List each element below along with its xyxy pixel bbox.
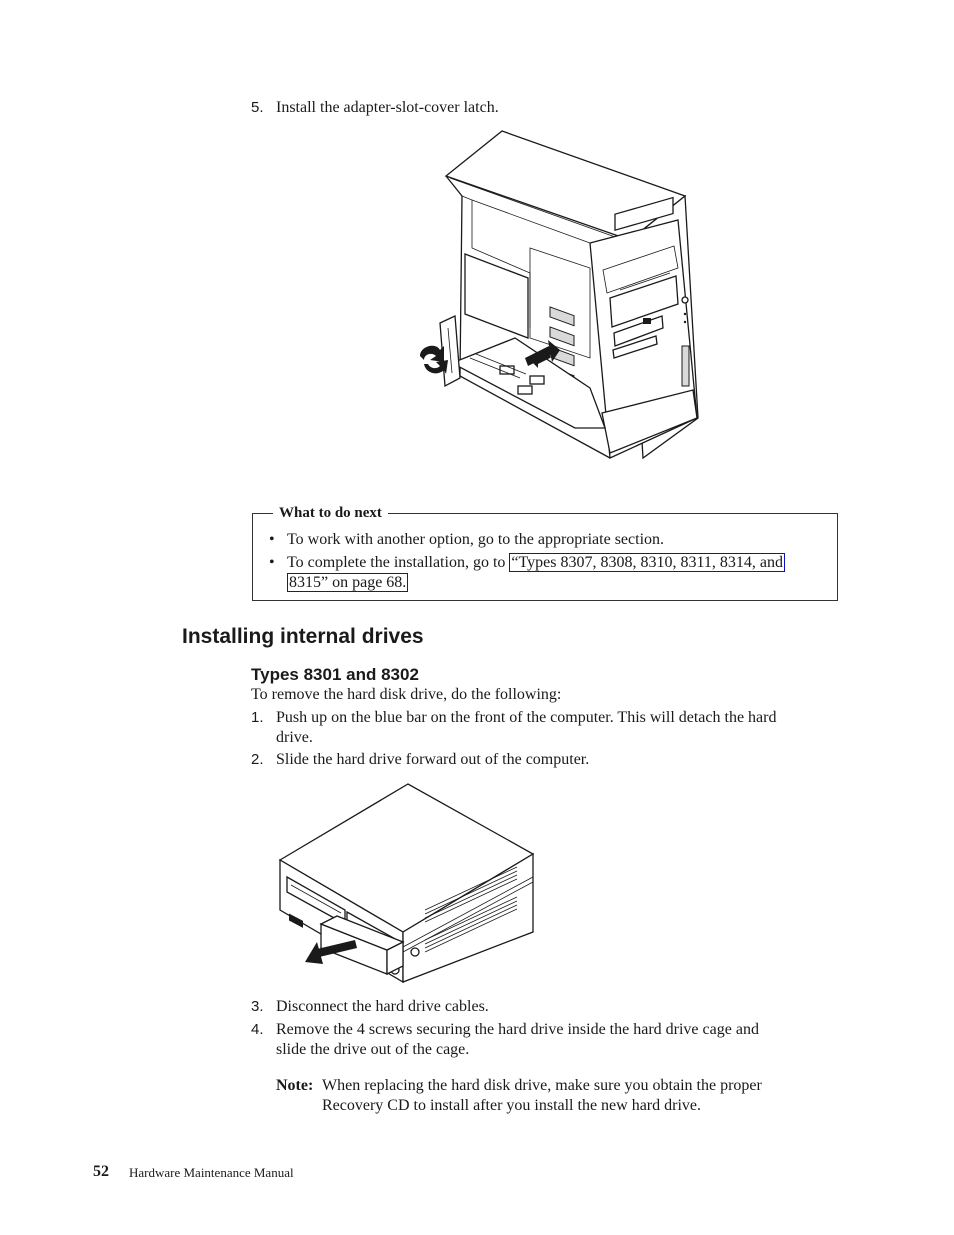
- step-number: 2.: [251, 751, 264, 768]
- subsection-title: Types 8301 and 8302: [251, 665, 419, 684]
- tower-latch-illustration: [410, 128, 710, 468]
- step-number: 4.: [251, 1021, 264, 1038]
- step-text-line: Push up on the blue bar on the front of the computer. This will detach the hard: [276, 709, 777, 726]
- step-number: 3.: [251, 998, 264, 1015]
- desktop-drive-removal-illustration: [275, 782, 540, 992]
- bullet-text: To work with another option, go to the appropriate section.: [287, 531, 665, 548]
- step-text: Slide the hard drive forward out of the computer.: [276, 751, 590, 768]
- note-text-line: When replacing the hard disk drive, make sure you obtain the proper: [322, 1077, 762, 1094]
- step-text: Disconnect the hard drive cables.: [276, 998, 489, 1015]
- step-text-line: drive.: [276, 729, 313, 746]
- step-3: [251, 997, 841, 1017]
- step-number: 5.: [251, 99, 264, 116]
- section-title: Installing internal drives: [182, 625, 424, 648]
- step-text-line: slide the drive out of the cage.: [276, 1041, 470, 1058]
- step-text: Install the adapter-slot-cover latch.: [276, 99, 499, 116]
- cross-reference-link[interactable]: “Types 8307, 8308, 8310, 8311, 8314, and: [511, 554, 783, 571]
- page-number: 52: [93, 1163, 109, 1180]
- step-1: [251, 708, 841, 748]
- what-to-do-next-box: [252, 505, 838, 601]
- note-label: Note:: [276, 1077, 314, 1094]
- footer-manual-title: Hardware Maintenance Manual: [129, 1165, 294, 1180]
- what-to-do-next-title: What to do next: [273, 504, 388, 522]
- step-2: [251, 750, 841, 770]
- bullet-dot: •: [269, 531, 275, 548]
- intro-text: To remove the hard disk drive, do the following:: [251, 686, 562, 703]
- bullet-dot: •: [269, 554, 275, 571]
- step-4: [251, 1020, 841, 1060]
- note-text-line: Recovery CD to install after you install the new hard drive.: [322, 1097, 702, 1114]
- step-5: [251, 98, 841, 118]
- bullet-text: [287, 573, 827, 593]
- step-number: 1.: [251, 709, 264, 726]
- bullet-text: [287, 553, 827, 573]
- step-text-line: Remove the 4 screws securing the hard drive inside the hard drive cage and: [276, 1021, 759, 1038]
- cross-reference-link[interactable]: 8315” on page 68.: [289, 574, 407, 591]
- bullet-prefix: To complete the installation, go to: [287, 554, 510, 571]
